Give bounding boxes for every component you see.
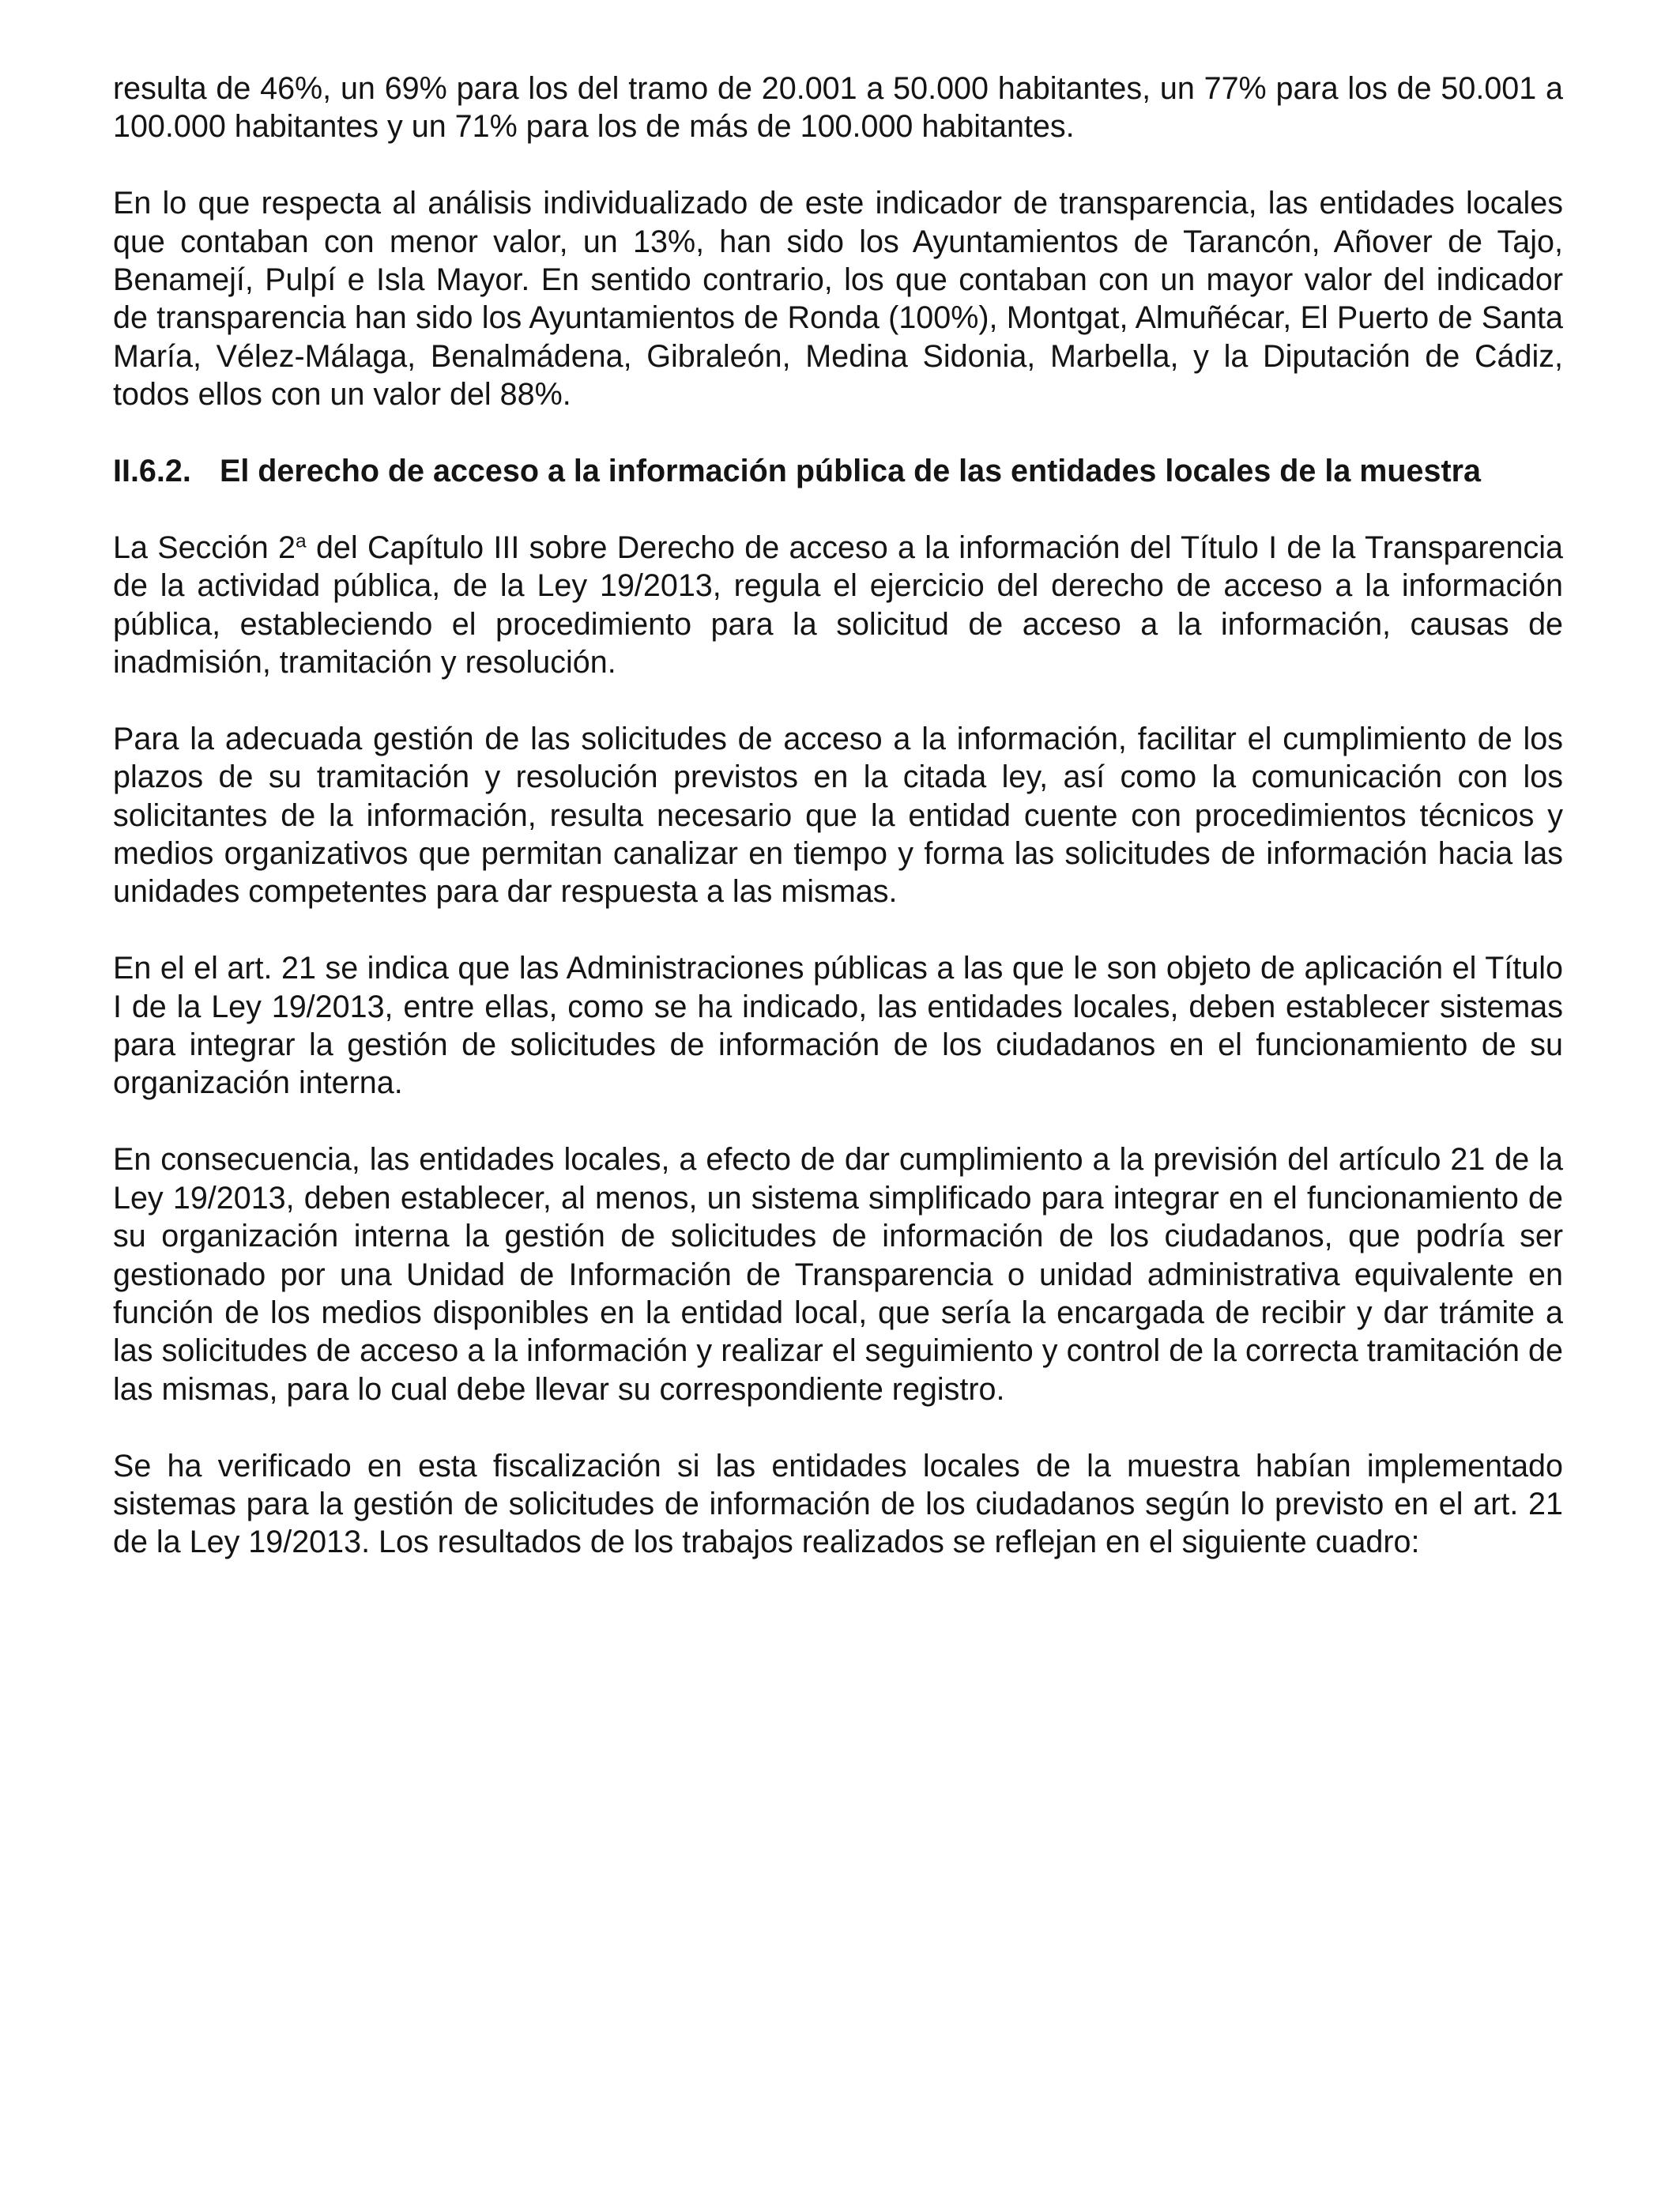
paragraph-seccion-rest: del Capítulo III sobre Derecho de acceso a la información del Título I de la Transparencia de la actividad pública, de la Ley 19/2013, regula el ejercicio del derecho de acceso a la información pública, estableciendo el procedimiento para la solicitud de acceso a la información, causas de inadmisión, tramitación y resolución. (113, 530, 1563, 680)
paragraph-analisis-individualizado: En lo que respecta al análisis individualizado de este indicador de transparencia, las entidades locales que contaban con menor valor, un 13%, han sido los Ayuntamientos de Tarancón, Añover de Tajo, Benamejí, Pulpí e Isla Mayor. En sentido contrario, los que contaban con un mayor valor del indicador de transparencia han sido los Ayuntamientos de Ronda (100%), Montgat, Almuñécar, El Puerto de Santa María, Vélez-Málaga, Benalmádena, Gibraleón, Medina Sidonia, Marbella, y la Diputación de Cádiz, todos ellos con un valor del 88%. (113, 186, 1563, 413)
paragraph-art-21: En el el art. 21 se indica que las Administraciones públicas a las que le son objeto de aplicación el Título I de la Ley 19/2013, entre ellas, como se ha indicado, las entidades locales, deben establecer sistemas para integrar la gestión de solicitudes de información de los ciudadanos en el funcionamiento de su organización interna. (113, 951, 1563, 1101)
section-title: El derecho de acceso a la información pública de las entidades locales de la muestra (220, 454, 1481, 489)
section-heading (113, 452, 1563, 490)
paragraph-tramos-habitantes: resulta de 46%, un 69% para los del tramo de 20.001 a 50.000 habitantes, un 77% para los de 50.001 a 100.000 habitantes y un 71% para los de más de 100.000 habitantes. (113, 71, 1563, 145)
document-page (113, 70, 1563, 1600)
paragraph-seccion-start: La Sección 2 (113, 530, 296, 565)
paragraph-seccion-segunda (113, 529, 1563, 682)
paragraph-gestion-solicitudes: Para la adecuada gestión de las solicitudes de acceso a la información, facilitar el cumplimiento de los plazos de su tramitación y resolución previstos en la citada ley, así como la comunicación con los solicitantes de la información, resulta necesario que la entidad cuente con procedimientos técnicos y medios organizativos que permitan canalizar en tiempo y forma las solicitudes de información hacia las unidades competentes para dar respuesta a las mismas. (113, 721, 1563, 910)
ordinal-superscript: a (296, 530, 307, 552)
section-number: II.6.2. (113, 454, 191, 489)
paragraph-consecuencia: En consecuencia, las entidades locales, a efecto de dar cumplimiento a la previsión del artículo 21 de la Ley 19/2013, deben establecer, al menos, un sistema simplificado para integrar en el funcionamiento de su organización interna la gestión de solicitudes de información de los ciudadanos, que podría ser gestionado por una Unidad de Información de Transparencia o unidad administrativa equivalente en función de los medios disponibles en la entidad local, que sería la encargada de recibir y dar trámite a las solicitudes de acceso a la información y realizar el seguimiento y control de la correcta tramitación de las mismas, para lo cual debe llevar su correspondiente registro. (113, 1142, 1563, 1407)
paragraph-verificacion: Se ha verificado en esta fiscalización si las entidades locales de la muestra habían implementado sistemas para la gestión de solicitudes de información de los ciudadanos según lo previsto en el art. 21 de la Ley 19/2013. Los resultados de los trabajos realizados se reflejan en el siguiente cuadro: (113, 1448, 1563, 1560)
